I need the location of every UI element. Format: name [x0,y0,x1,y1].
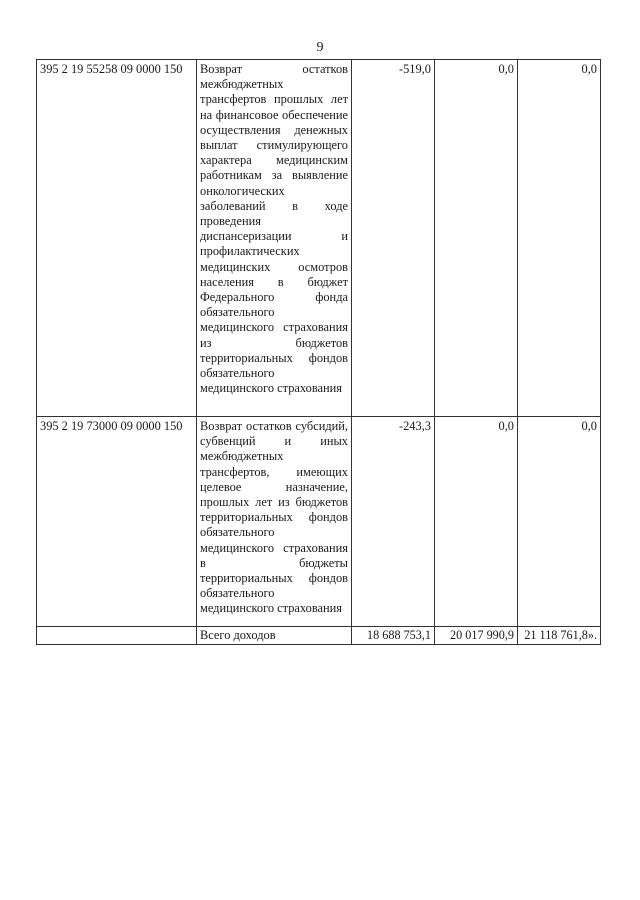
row-value-year3: 0,0 [518,417,601,627]
row-value-year1: -519,0 [352,60,435,417]
total-code [37,627,197,645]
total-value-year3: 21 118 761,8». [518,627,601,645]
table-row [37,60,601,417]
row-value-year2: 0,0 [435,417,518,627]
total-row [37,627,601,645]
table-row [37,417,601,627]
row-code: 395 2 19 73000 09 0000 150 [37,417,197,627]
row-value-year3: 0,0 [518,60,601,417]
row-code: 395 2 19 55258 09 0000 150 [37,60,197,417]
row-value-year2: 0,0 [435,60,518,417]
total-value-year1: 18 688 753,1 [352,627,435,645]
budget-table [36,59,601,645]
row-value-year1: -243,3 [352,417,435,627]
row-description: Возврат остатков межбюджетных трансфертов прошлых лет на финансовое обеспечение осуществления денежных выплат стимулирующего характера медицинским работникам за выявление онкологических заболеваний в ходе проведения диспансеризации и профилактических медицинских осмотров населения в бюджет Федерального фонда обязательного медицинского страхования из бюджетов территориальных фондов обязательного медицинского страхования [197,60,352,417]
row-description: Возврат остатков субсидий, субвенций и иных межбюджетных трансфертов, имеющих целевое назначение, прошлых лет из бюджетов территориальных фондов обязательного медицинского страхования в бюджеты территориальных фондов обязательного медицинского страхования [197,417,352,627]
page-number: 9 [316,40,324,55]
total-value-year2: 20 017 990,9 [435,627,518,645]
total-label: Всего доходов [197,627,352,645]
